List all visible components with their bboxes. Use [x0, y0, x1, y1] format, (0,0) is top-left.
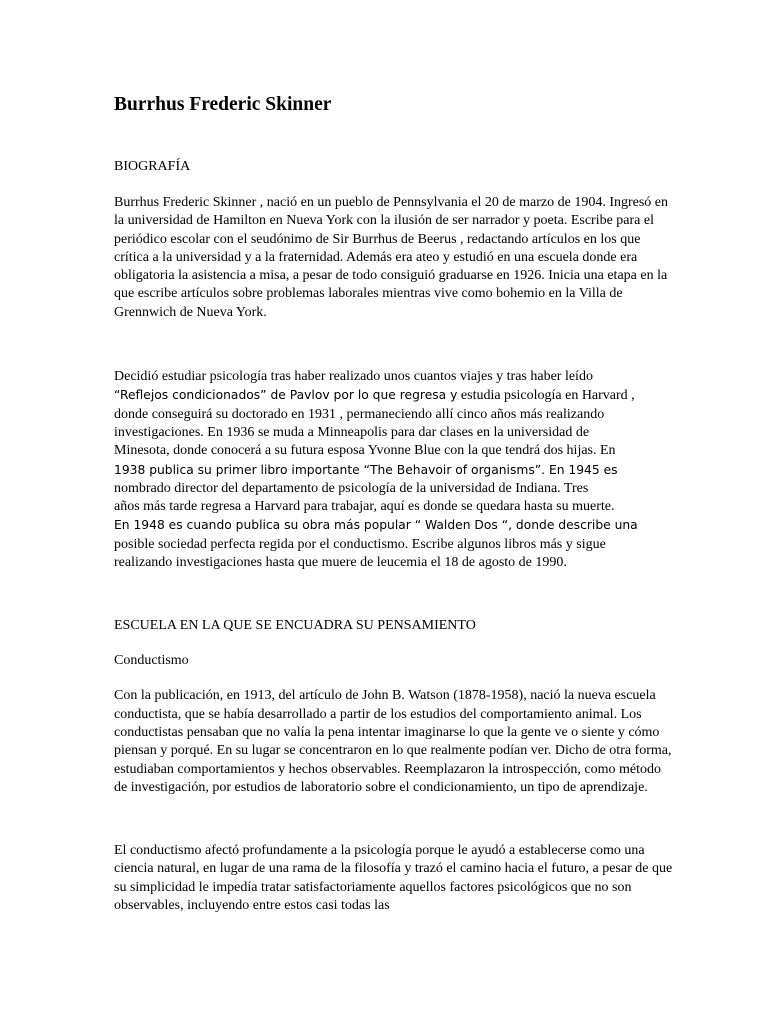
bio-line: estudia psicología en Harvard , — [457, 388, 635, 404]
biography-paragraph-2 — [114, 368, 674, 572]
school-paragraph-1: Con la publicación, en 1913, del artículo de John B. Watson (1878-1958), nació la nueva escuela conductista, que se había desarrollado a partir de los estudios del comportamiento animal. Los conductistas pensaban que no valía la pena intentar imaginarse lo que la gente ve o siente y cómo piensan y porqué. En su lugar se concentraron en lo que realmente podían ver. Dicho de otra forma, estudiaban comportamientos y hechos observables. Reemplazaron la introspección, como método de investigación, por estudios de laboratorio sobre el condicionamiento, un tipo de aprendizaje. — [114, 688, 672, 795]
bio-line: Decidió estudiar psicología tras haber realizado unos cuantos viajes y tras haber leído — [114, 369, 593, 385]
bio-line: investigaciones. En 1936 se muda a Minneapolis para dar clases en la universidad de — [114, 424, 590, 440]
document-content — [114, 93, 674, 915]
biography-paragraph-1: Burrhus Frederic Skinner , nació en un pueblo de Pennsylvania el 20 de marzo de 1904. Ingresó en la universidad de Hamilton en Nueva York con la ilusión de ser narrador y poeta. Escribe para el periódico escolar con el seudónimo de Sir Burrhus de Beerus , redactando artículos en los que crítica a la universidad y a la fraternidad. Además era ateo y estudió en una escuela donde era obligatoria la asistencia a misa, a pesar de todo consiguió graduarse en 1926. Inicia una etapa en la que escribe artículos sobre problemas laborales mientras vive como bohemio en la Villa de Grennwich de Nueva York. — [114, 195, 669, 320]
document-title: Burrhus Frederic Skinner — [114, 94, 332, 115]
bio-line: realizando investigaciones hasta que muere de leucemia el 18 de agosto de 1990. — [114, 555, 567, 571]
section-heading-escuela: ESCUELA EN LA QUE SE ENCUADRA SU PENSAMIENTO — [114, 618, 476, 634]
bio-line-sans: En 1948 es cuando publica su obra más popular “ Walden Dos “, donde describe una — [114, 518, 638, 533]
school-paragraph-2: El conductismo afectó profundamente a la psicología porque le ayudó a establecerse como una ciencia natural, en lugar de una rama de la filosofía y trazó el camino hacia el futuro, a pesar de que su simplicidad le impedía tratar satisfactoriamente aquellos factores psicológicos que no son observables, incluyendo entre estos casi todas las — [114, 843, 673, 914]
bio-line-sans: 1938 publica su primer libro importante “The Behavoir of organisms”. En 1945 es — [114, 462, 618, 477]
section-heading-biografia: BIOGRAFÍA — [114, 159, 191, 174]
bio-line: años más tarde regresa a Harvard para trabajar, aquí es donde se quedara hasta su muerte. — [114, 499, 615, 515]
bio-line: donde conseguirá su doctorado en 1931 , permaneciendo allí cinco años más realizando — [114, 406, 605, 422]
bio-line: nombrado director del departamento de psicología de la universidad de Indiana. Tres — [114, 480, 589, 496]
school-name: Conductismo — [114, 653, 189, 669]
bio-line: Minesota, donde conocerá a su futura esposa Yvonne Blue con la que tendrá dos hijas. En — [114, 443, 616, 459]
bio-line-sans: “Reflejos condicionados” de Pavlov por lo que regresa y — [114, 388, 458, 403]
bio-line: posible sociedad perfecta regida por el conductismo. Escribe algunos libros más y sigue — [114, 536, 606, 552]
